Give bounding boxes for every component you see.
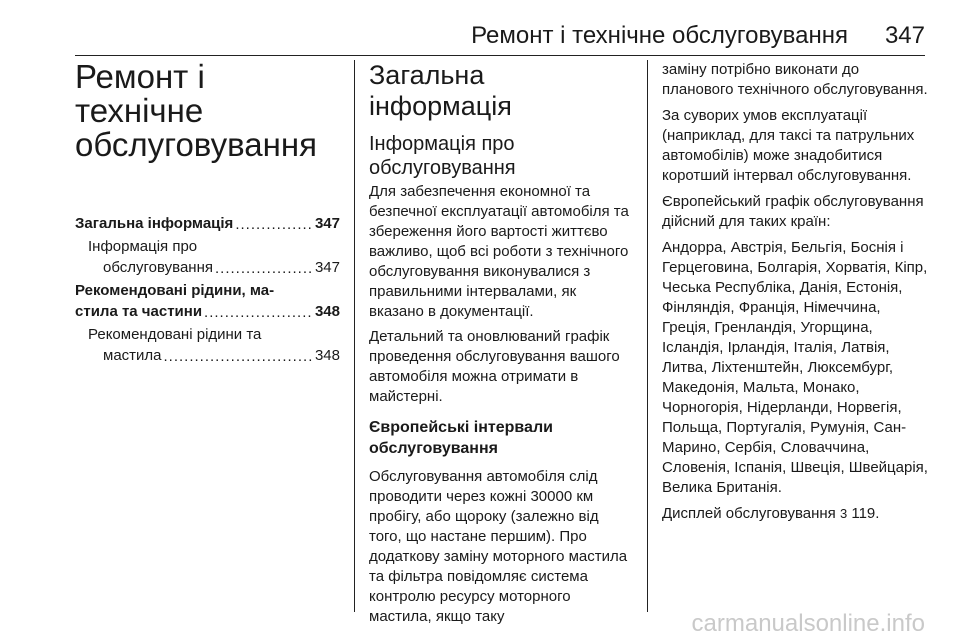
page-number: 347 xyxy=(884,22,925,49)
header-title: Ремонт і технічне обслуговування xyxy=(471,22,848,49)
toc-entry-fluids-lubricants[interactable]: Рекомендовані рідини та мастила ..... 348 xyxy=(75,324,340,366)
paragraph: Для забезпечення економної та безпечної експлуатації автомобіля та збереження його вартості життєво важливо, щоб всі роботи з технічного обслуговування виконувалися з правильними інтервалами, як вказано в документації. xyxy=(369,183,629,320)
eu-intervals-heading: Європейські інтервали обслуговування xyxy=(369,419,553,457)
paragraph: За суворих умов експлуатації (наприклад, для таксі та патрульних автомобілів) може знадобитися коротший інтервал обслуговування. xyxy=(662,107,915,184)
toc-page: 348 xyxy=(314,347,340,364)
watermark: carmanualsonline.info xyxy=(691,610,925,637)
toc-page: 348 xyxy=(314,303,340,320)
chapter-title: Ремонт і технічне обслуговування xyxy=(75,58,317,163)
paragraph: Обслуговування автомобіля слід проводити через кожні 30000 км пробігу, або щороку (залежно від того, що настане першим). Про додаткову заміну моторного мастила та фільтра повідомляє система контролю ресурсу моторного мастила, якщо таку xyxy=(369,468,628,625)
content-column-2 xyxy=(369,60,631,632)
section-heading: Загальна інформація xyxy=(369,60,512,121)
reference-arrow-icon: 3 xyxy=(839,506,848,521)
column-divider-1 xyxy=(354,60,355,612)
toc-page: 347 xyxy=(314,215,340,232)
display-reference[interactable]: Дисплей обслуговування 3 119. xyxy=(662,505,880,522)
header-divider xyxy=(75,55,925,56)
page-header xyxy=(0,22,960,54)
table-of-contents xyxy=(75,213,340,366)
paragraph: Детальний та оновлюваний графік проведення обслуговування вашого автомобіля можна отримати в майстерні. xyxy=(369,328,620,405)
paragraph: Європейський графік обслуговування дійсний для таких країн: xyxy=(662,193,924,230)
paragraph: заміну потрібно виконати до планового технічного обслуговування. xyxy=(662,61,928,98)
toc-entry-general-info[interactable]: Загальна інформація ..... 347 xyxy=(75,213,340,234)
toc-entry-service-info[interactable]: Інформація про обслуговування ..... 347 xyxy=(75,236,340,278)
toc-page: 347 xyxy=(314,259,340,276)
content-column-3 xyxy=(662,60,932,530)
toc-entry-recommended-fluids[interactable]: Рекомендовані рідини, ма- стила та частини ..... 348 xyxy=(75,280,340,322)
subsection-heading: Інформація про обслуговування xyxy=(369,133,516,179)
chapter-column xyxy=(75,60,340,368)
countries-list: Андорра, Австрія, Бельгія, Боснія і Герцеговина, Болгарія, Хорватія, Кіпр, Чеська Республіка, Данія, Естонія, Фінляндія, Франція, Німеччина, Греція, Гренландія, Угорщина, Ісландія, Ірландія, Італія, Латвія, Литва, Ліхтенштейн, Люксембург, Македонія, Мальта, Монако, Чорногорія, Нідерланди, Норвегія, Польща, Португалія, Румунія, Сан-Марино, Сербія, Словаччина, Словенія, Іспанія, Швеція, Швейцарія, Велика Британія. xyxy=(662,239,928,496)
column-divider-2 xyxy=(647,60,648,612)
